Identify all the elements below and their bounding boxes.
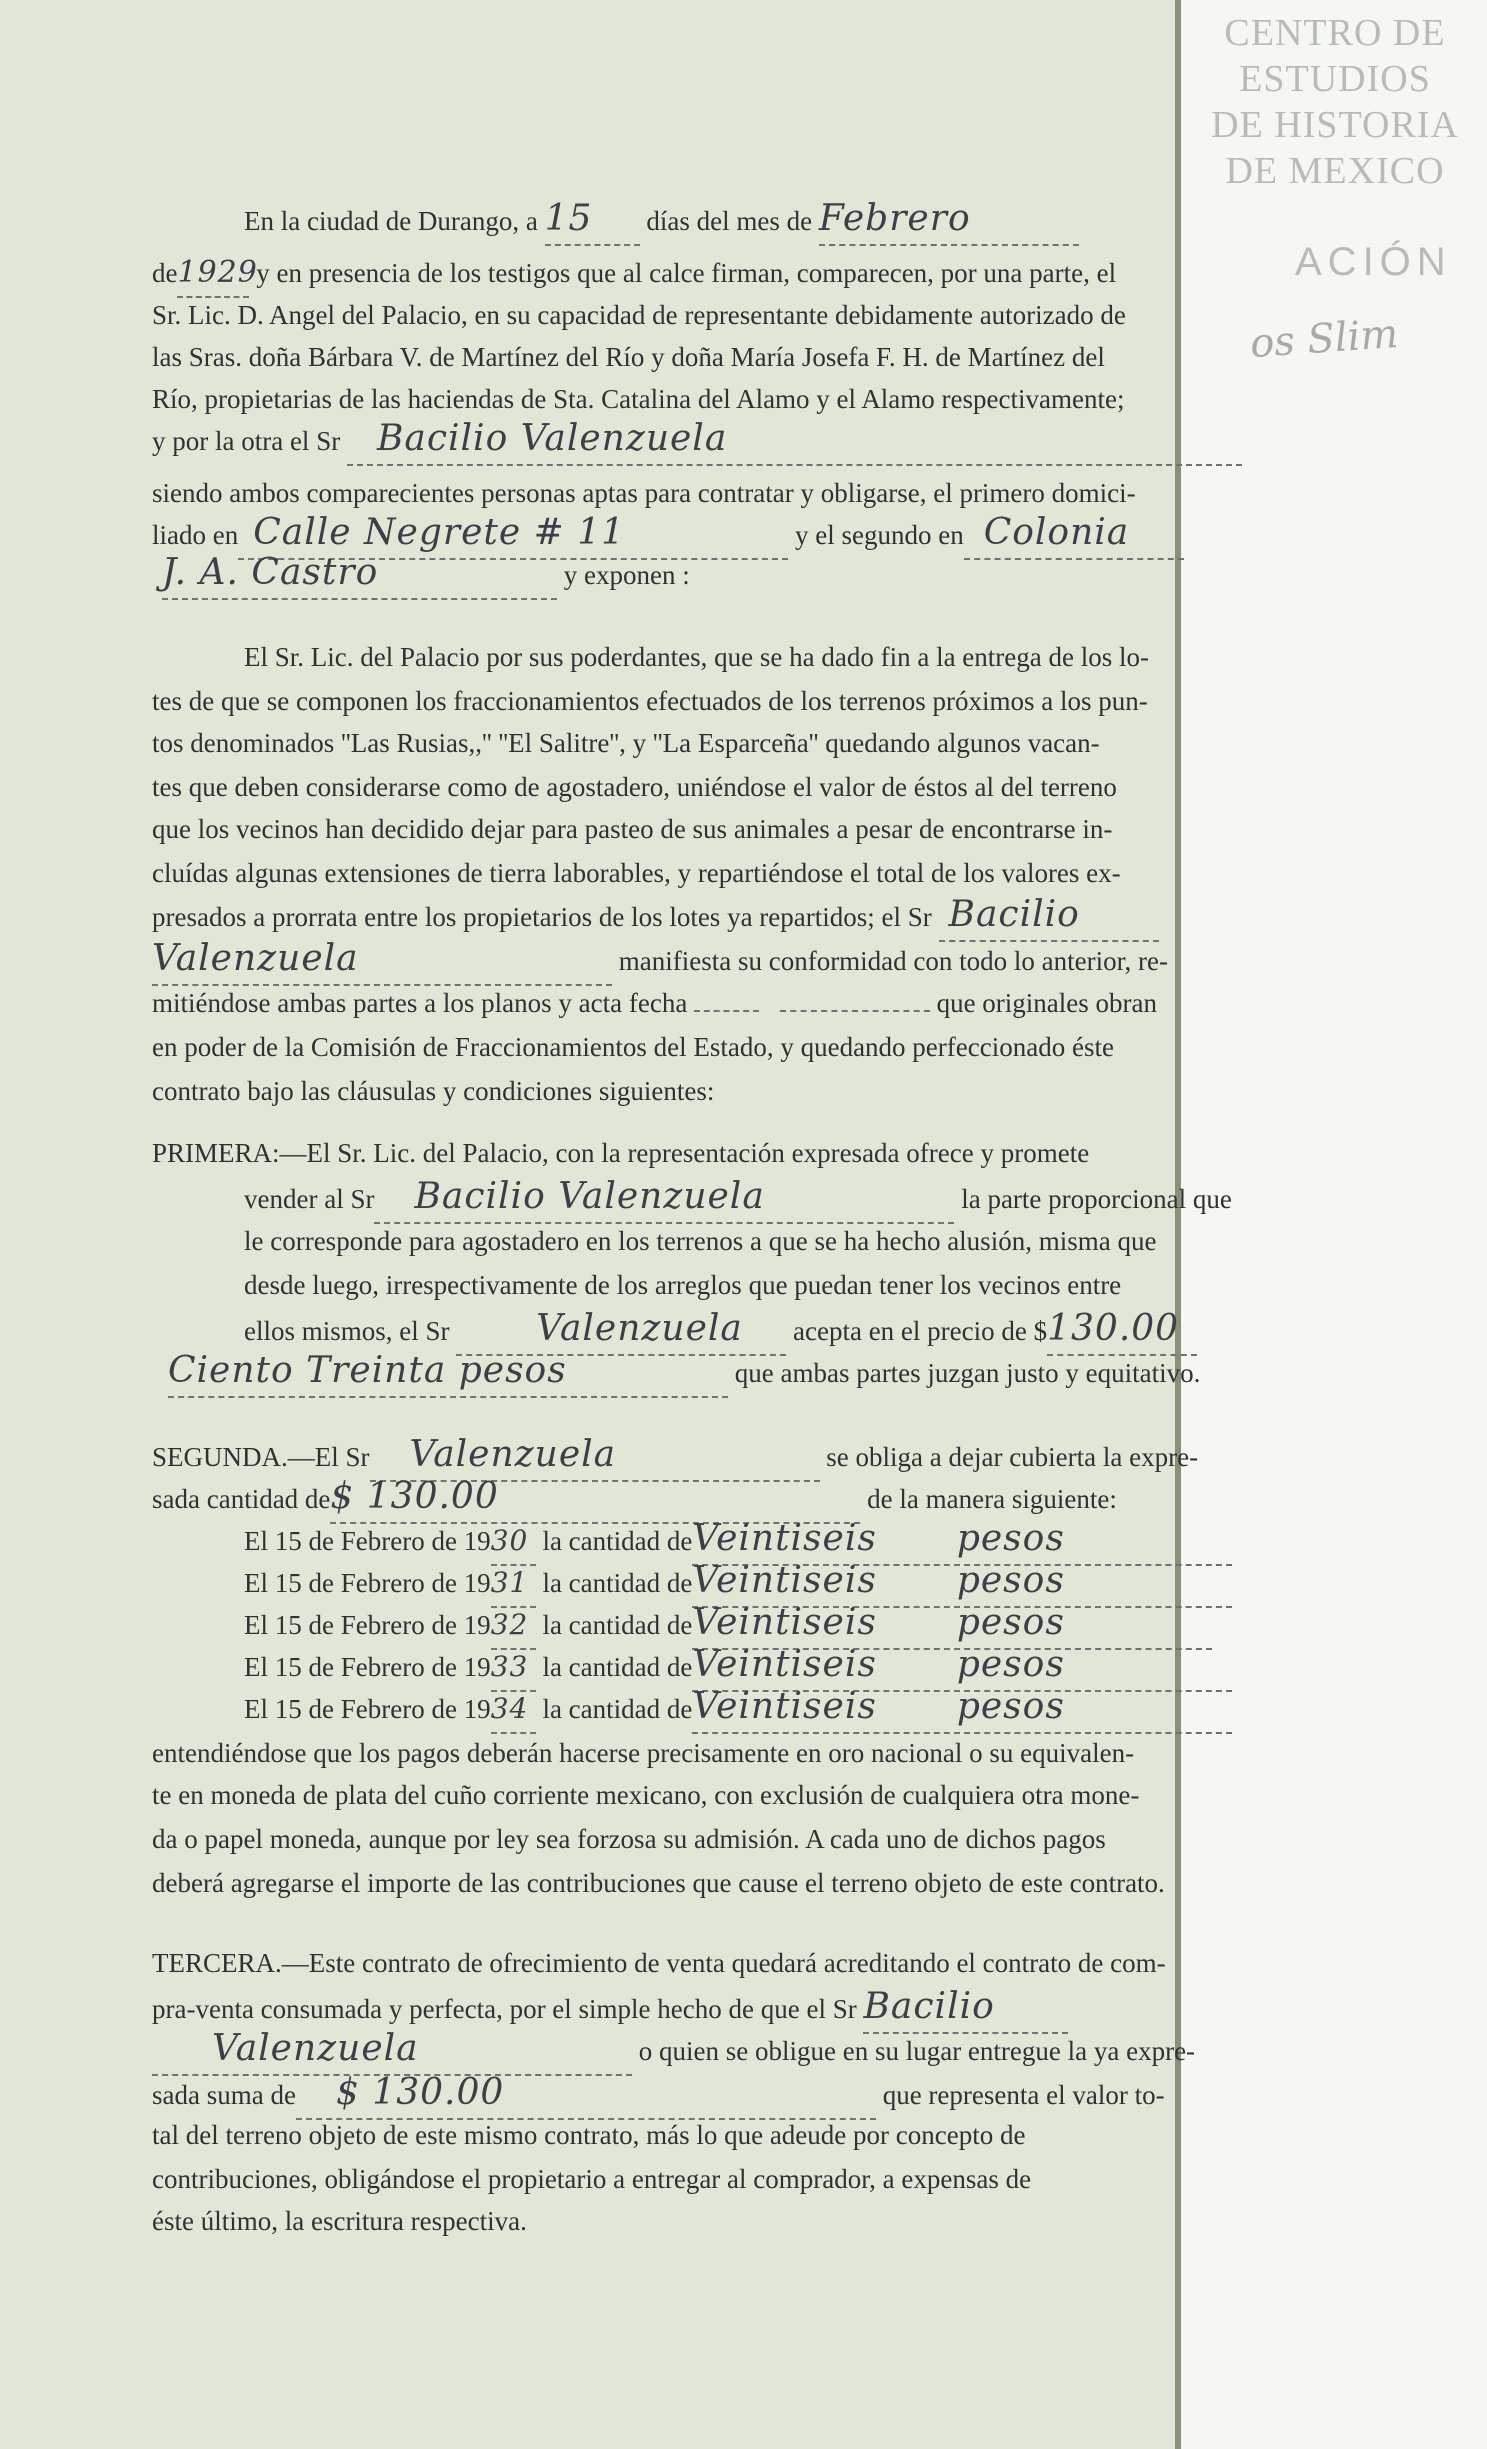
intro-line-3: Sr. Lic. D. Angel del Palacio, en su capacidad de representante debidamente autorizado de <box>152 300 1126 330</box>
segunda-line-10: da o papel moneda, aunque por ley sea forzosa su admisión. A cada uno de dichos pagos <box>152 1824 1106 1854</box>
body-text: que originales obran <box>936 988 1157 1018</box>
buyer-blank <box>347 416 1242 466</box>
clause-text: de la manera siguiente: <box>867 1484 1117 1514</box>
tercera-line-7: éste último, la escritura respectiva. <box>152 2206 527 2236</box>
intro-line-2 <box>152 250 1322 298</box>
segunda-line-8: entendiéndose que los pagos deberán hacerse precisamente en oro nacional o su equivalen- <box>152 1738 1135 1768</box>
payment-text: El 15 de Febrero de 19 <box>244 1694 491 1724</box>
intro-line-9 <box>162 550 1332 600</box>
primera-line-6 <box>168 1348 1338 1398</box>
intro-text: liado en <box>152 520 239 550</box>
payment-words: Veintiseis <box>692 1518 877 1559</box>
payment-unit: pesos <box>956 1644 1065 1685</box>
watermark-line: DE MEXICO <box>1225 150 1445 192</box>
payment-unit: pesos <box>956 1560 1065 1601</box>
day-value: 15 <box>544 198 593 239</box>
payment-words: Veintiseis <box>692 1686 877 1727</box>
payment-text: El 15 de Febrero de 19 <box>244 1652 491 1682</box>
tercera-line-3 <box>152 2026 1322 2076</box>
clause-text: SEGUNDA.—El Sr <box>152 1442 370 1472</box>
payment-year: 34 <box>490 1692 529 1725</box>
intro-text: En la ciudad de Durango, a <box>244 206 538 236</box>
buyer-name: Bacilio <box>948 894 1080 935</box>
payment-amount-blank <box>692 1684 1232 1734</box>
body-line-6: cluídas algunas extensiones de tierra laborables, y repartiéndose el total de los valores ex- <box>152 858 1121 888</box>
price-value: 130.00 <box>1047 1308 1180 1349</box>
buyer-name: Valenzuela <box>152 938 359 979</box>
intro-line-6 <box>152 416 1322 466</box>
year-value: 1929 <box>177 255 258 290</box>
buyer-name: Valenzuela <box>409 1434 617 1475</box>
clause-text: o quien se obligue en su lugar entregue la ya expre- <box>638 2036 1196 2066</box>
watermark-handwritten-fragment: os Slim <box>1248 310 1400 368</box>
clause-text: sada cantidad de <box>152 1484 331 1514</box>
body-text: presados a prorrata entre los propietarios de los lotes ya repartidos; el Sr <box>152 902 932 932</box>
clause-text: acepta en el precio de $ <box>793 1316 1048 1346</box>
watermark-fund-fragment: ACIÓN <box>1295 240 1452 284</box>
body-line-5: que los vecinos han decidido dejar para pasteo de sus animales a pesar de encontrarse in- <box>152 814 1113 844</box>
address-secondary-b: J. A. Castro <box>162 552 379 593</box>
body-line-10: en poder de la Comisión de Fraccionamientos del Estado, y quedando perfeccionado éste <box>152 1032 1114 1062</box>
payment-words: Veintiseis <box>692 1644 877 1685</box>
body-text: manifiesta su conformidad con todo lo anterior, re- <box>618 946 1168 976</box>
payment-unit: pesos <box>956 1686 1065 1727</box>
amount-value: $ 130.00 <box>330 1476 499 1517</box>
intro-line-1 <box>244 196 1414 246</box>
clause-text: vender al Sr <box>244 1184 375 1214</box>
payment-text: El 15 de Febrero de 19 <box>244 1526 491 1556</box>
clause-text: pra-venta consumada y perfecta, por el simple hecho de que el Sr <box>152 1994 857 2024</box>
body-line-11: contrato bajo las cláusulas y condiciones siguientes: <box>152 1076 715 1106</box>
body-line-8 <box>152 936 1322 986</box>
clause-text: que representa el valor to- <box>882 2080 1165 2110</box>
buyer-blank-cont <box>152 2026 632 2076</box>
body-line-2: tes de que se componen los fraccionamientos efectuados de los terrenos próximos a los pun- <box>152 686 1148 716</box>
payment-unit: pesos <box>956 1518 1065 1559</box>
price-words-blank <box>168 1348 728 1398</box>
payment-row <box>244 1684 1414 1734</box>
payment-text: la cantidad de <box>542 1694 693 1724</box>
clause-text: la parte proporcional que <box>961 1184 1232 1214</box>
tercera-line-6: contribuciones, obligándose el propietario a entregar al comprador, a expensas de <box>152 2164 1032 2194</box>
clause-primera-heading: PRIMERA:—El Sr. Lic. del Palacio, con la representación expresada ofrece y promete <box>152 1138 1090 1168</box>
payment-text: la cantidad de <box>542 1526 693 1556</box>
intro-line-5: Río, propietarias de las haciendas de Sta. Catalina del Alamo y el Alamo respectivamente; <box>152 384 1125 414</box>
buyer-name: Bacilio <box>863 1986 995 2027</box>
primera-line-4: desde luego, irrespectivamente de los arreglos que puedan tener los vecinos entre <box>244 1270 1122 1300</box>
body-line-9 <box>152 980 1322 1026</box>
payment-year: 31 <box>490 1566 529 1599</box>
buyer-blank-cont <box>152 936 612 986</box>
intro-text: y exponen : <box>563 560 690 590</box>
primera-line-3: le corresponde para agostadero en los terrenos a que se ha hecho alusión, misma que <box>244 1226 1157 1256</box>
month-value: Febrero <box>818 198 971 239</box>
payment-text: la cantidad de <box>542 1610 693 1640</box>
payment-text: El 15 de Febrero de 19 <box>244 1568 491 1598</box>
body-line-7 <box>152 892 1322 942</box>
clause-text: se obliga a dejar cubierta la expre- <box>826 1442 1199 1472</box>
intro-line-7: siendo ambos comparecientes personas aptas para contratar y obligarse, el primero domici- <box>152 478 1136 508</box>
body-line-3: tos denominados ''Las Rusias,,'' ''El Salitre'', y ''La Esparceña'' quedando algunos vacan- <box>152 728 1100 758</box>
buyer-blank <box>939 892 1159 942</box>
clause-text: sada suma de <box>152 2080 296 2110</box>
buyer-name: Bacilio Valenzuela <box>376 418 728 459</box>
payment-year: 30 <box>490 1524 529 1557</box>
day-blank <box>545 196 640 246</box>
month-blank <box>819 196 1079 246</box>
payment-text: El 15 de Febrero de 19 <box>244 1610 491 1640</box>
buyer-name: Valenzuela <box>212 2028 419 2069</box>
address2b-blank <box>162 550 557 600</box>
primera-line-2 <box>244 1174 1414 1224</box>
price-words: Ciento Treinta pesos <box>168 1350 567 1391</box>
watermark-line: CENTRO DE <box>1224 12 1446 54</box>
intro-text: de <box>152 258 178 288</box>
payment-text: la cantidad de <box>542 1568 693 1598</box>
watermark-line: DE HISTORIA <box>1211 104 1459 146</box>
clause-text: que ambas partes juzgan justo y equitativo. <box>734 1358 1201 1388</box>
body-line-1: El Sr. Lic. del Palacio por sus poderdantes, que se ha dado fin a la entrega de los lo- <box>244 642 1149 672</box>
year-blank <box>177 250 258 298</box>
payment-year-blank <box>491 1686 536 1734</box>
buyer-blank <box>374 1174 954 1224</box>
clause-text: ellos mismos, el Sr <box>244 1316 450 1346</box>
buyer-name: Bacilio Valenzuela <box>414 1176 765 1217</box>
payment-text: la cantidad de <box>542 1652 693 1682</box>
intro-text: y en presencia de los testigos que al calce firman, comparecen, por una parte, el <box>256 258 1117 288</box>
amount-value: $ 130.00 <box>335 2072 505 2113</box>
buyer-name: Valenzuela <box>536 1308 743 1349</box>
payment-unit: pesos <box>956 1602 1065 1643</box>
payment-year: 33 <box>490 1650 529 1683</box>
payment-words: Veintiseis <box>692 1560 877 1601</box>
payment-year: 32 <box>490 1608 529 1641</box>
body-line-4: tes que deben considerarse como de agostadero, uniéndose el valor de éstos al del terreno <box>152 772 1117 802</box>
watermark-line: ESTUDIOS <box>1239 58 1431 100</box>
clause-tercera-heading: TERCERA.—Este contrato de ofrecimiento de venta quedará acreditando el contrato de com- <box>152 1948 1166 1978</box>
date-blank <box>780 1010 930 1012</box>
tercera-line-5: tal del terreno objeto de este mismo contrato, más lo que adeude por concepto de <box>152 2120 1026 2150</box>
segunda-line-9: te en moneda de plata del cuño corriente mexicano, con exclusión de cualquiera otra mone- <box>152 1780 1140 1810</box>
address-primary: Calle Negrete # 11 <box>253 512 626 553</box>
archive-watermark <box>1190 10 1480 194</box>
intro-text: y el segundo en <box>794 520 964 550</box>
address-secondary: Colonia <box>983 512 1130 553</box>
segunda-line-11: deberá agregarse el importe de las contribuciones que cause el terreno objeto de este contrato. <box>152 1868 1165 1898</box>
date-blank <box>694 1010 759 1012</box>
body-text: mitiéndose ambas partes a los planos y acta fecha <box>152 988 688 1018</box>
intro-line-4: las Sras. doña Bárbara V. de Martínez del Río y doña María Josefa F. H. de Martínez del <box>152 342 1105 372</box>
intro-text: días del mes de <box>646 206 813 236</box>
payment-words: Veintiseis <box>692 1602 877 1643</box>
intro-text: y por la otra el Sr <box>152 426 341 456</box>
